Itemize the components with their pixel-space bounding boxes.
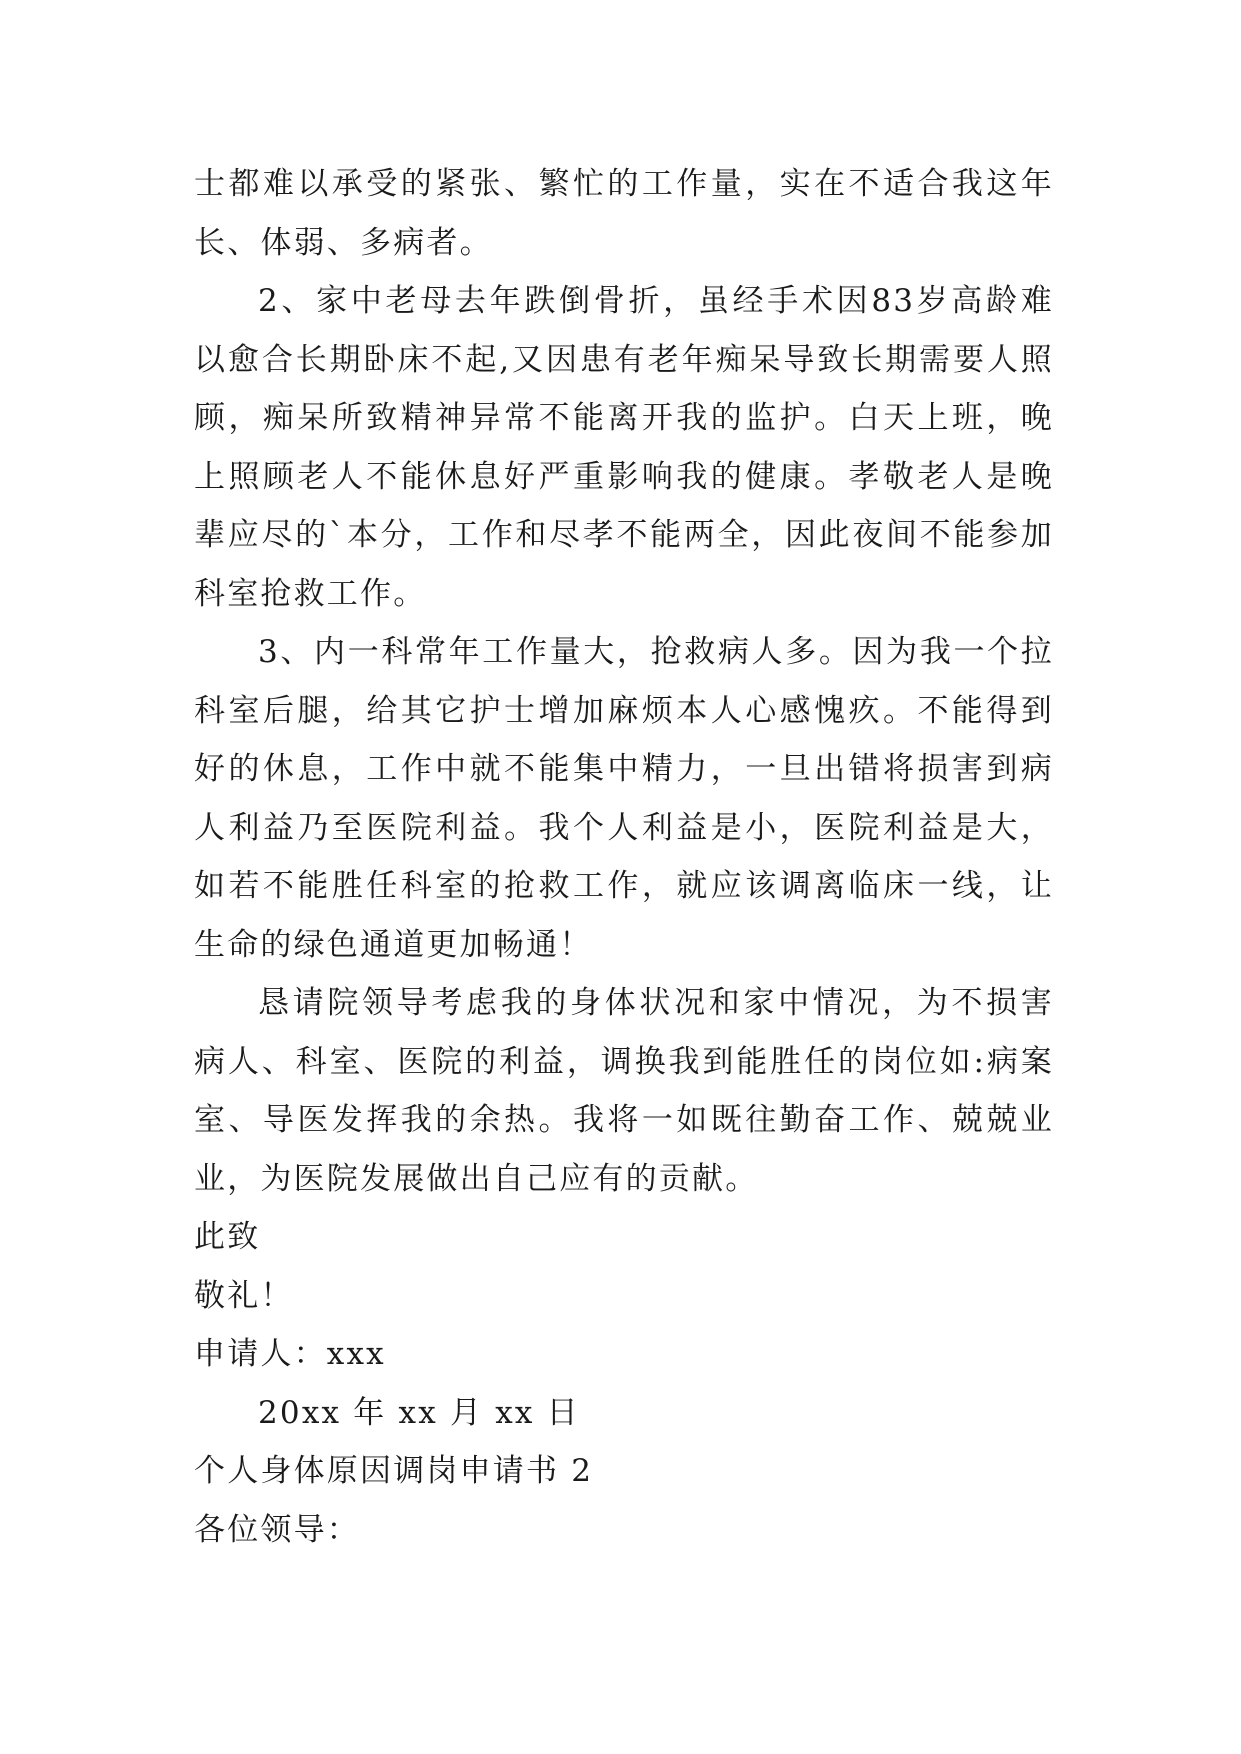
next-letter-greeting: 各位领导： xyxy=(194,1511,360,1548)
closing-text: 此致 xyxy=(194,1219,261,1255)
document-body xyxy=(194,155,1054,1559)
salute-text: 敬礼！ xyxy=(194,1277,294,1314)
date-line: 20xx 年 xx 月 xx 日 xyxy=(258,1394,580,1431)
paragraph-request: 恳请院领导考虑我的身体状况和家中情况，为不损害病人、科室、医院的利益，调换我到能胜任的岗位如:病案室、导医发挥我的余热。我将一如既往勤奋工作、兢兢业业，为医院发展做出自己应有的贡献。 xyxy=(194,985,1054,1197)
next-letter-title: 个人身体原因调岗申请书 2 xyxy=(194,1453,594,1489)
applicant-signature: 申请人：xxx xyxy=(194,1336,386,1372)
paragraph-reason-3: 3、内一科常年工作量大，抢救病人多。因为我一个拉科室后腿，给其它护士增加麻烦本人心感愧疚。不能得到好的休息，工作中就不能集中精力，一旦出错将损害到病人利益乃至医院利益。我个人利益是小，医院利益是大，如若不能胜任科室的抢救工作，就应该调离临床一线，让生命的绿色通道更加畅通！ xyxy=(194,634,1054,963)
paragraph-continuation: 士都难以承受的紧张、繁忙的工作量，实在不适合我这年长、体弱、多病者。 xyxy=(194,166,1054,261)
paragraph-reason-2: 2、家中老母去年跌倒骨折，虽经手术因83岁高龄难以愈合长期卧床不起,又因患有老年痴呆导致长期需要人照顾，痴呆所致精神异常不能离开我的监护。白天上班，晚上照顾老人不能休息好严重影响我的健康。孝敬老人是晚辈应尽的`本分，工作和尽孝不能两全，因此夜间不能参加科室抢救工作。 xyxy=(194,283,1054,612)
